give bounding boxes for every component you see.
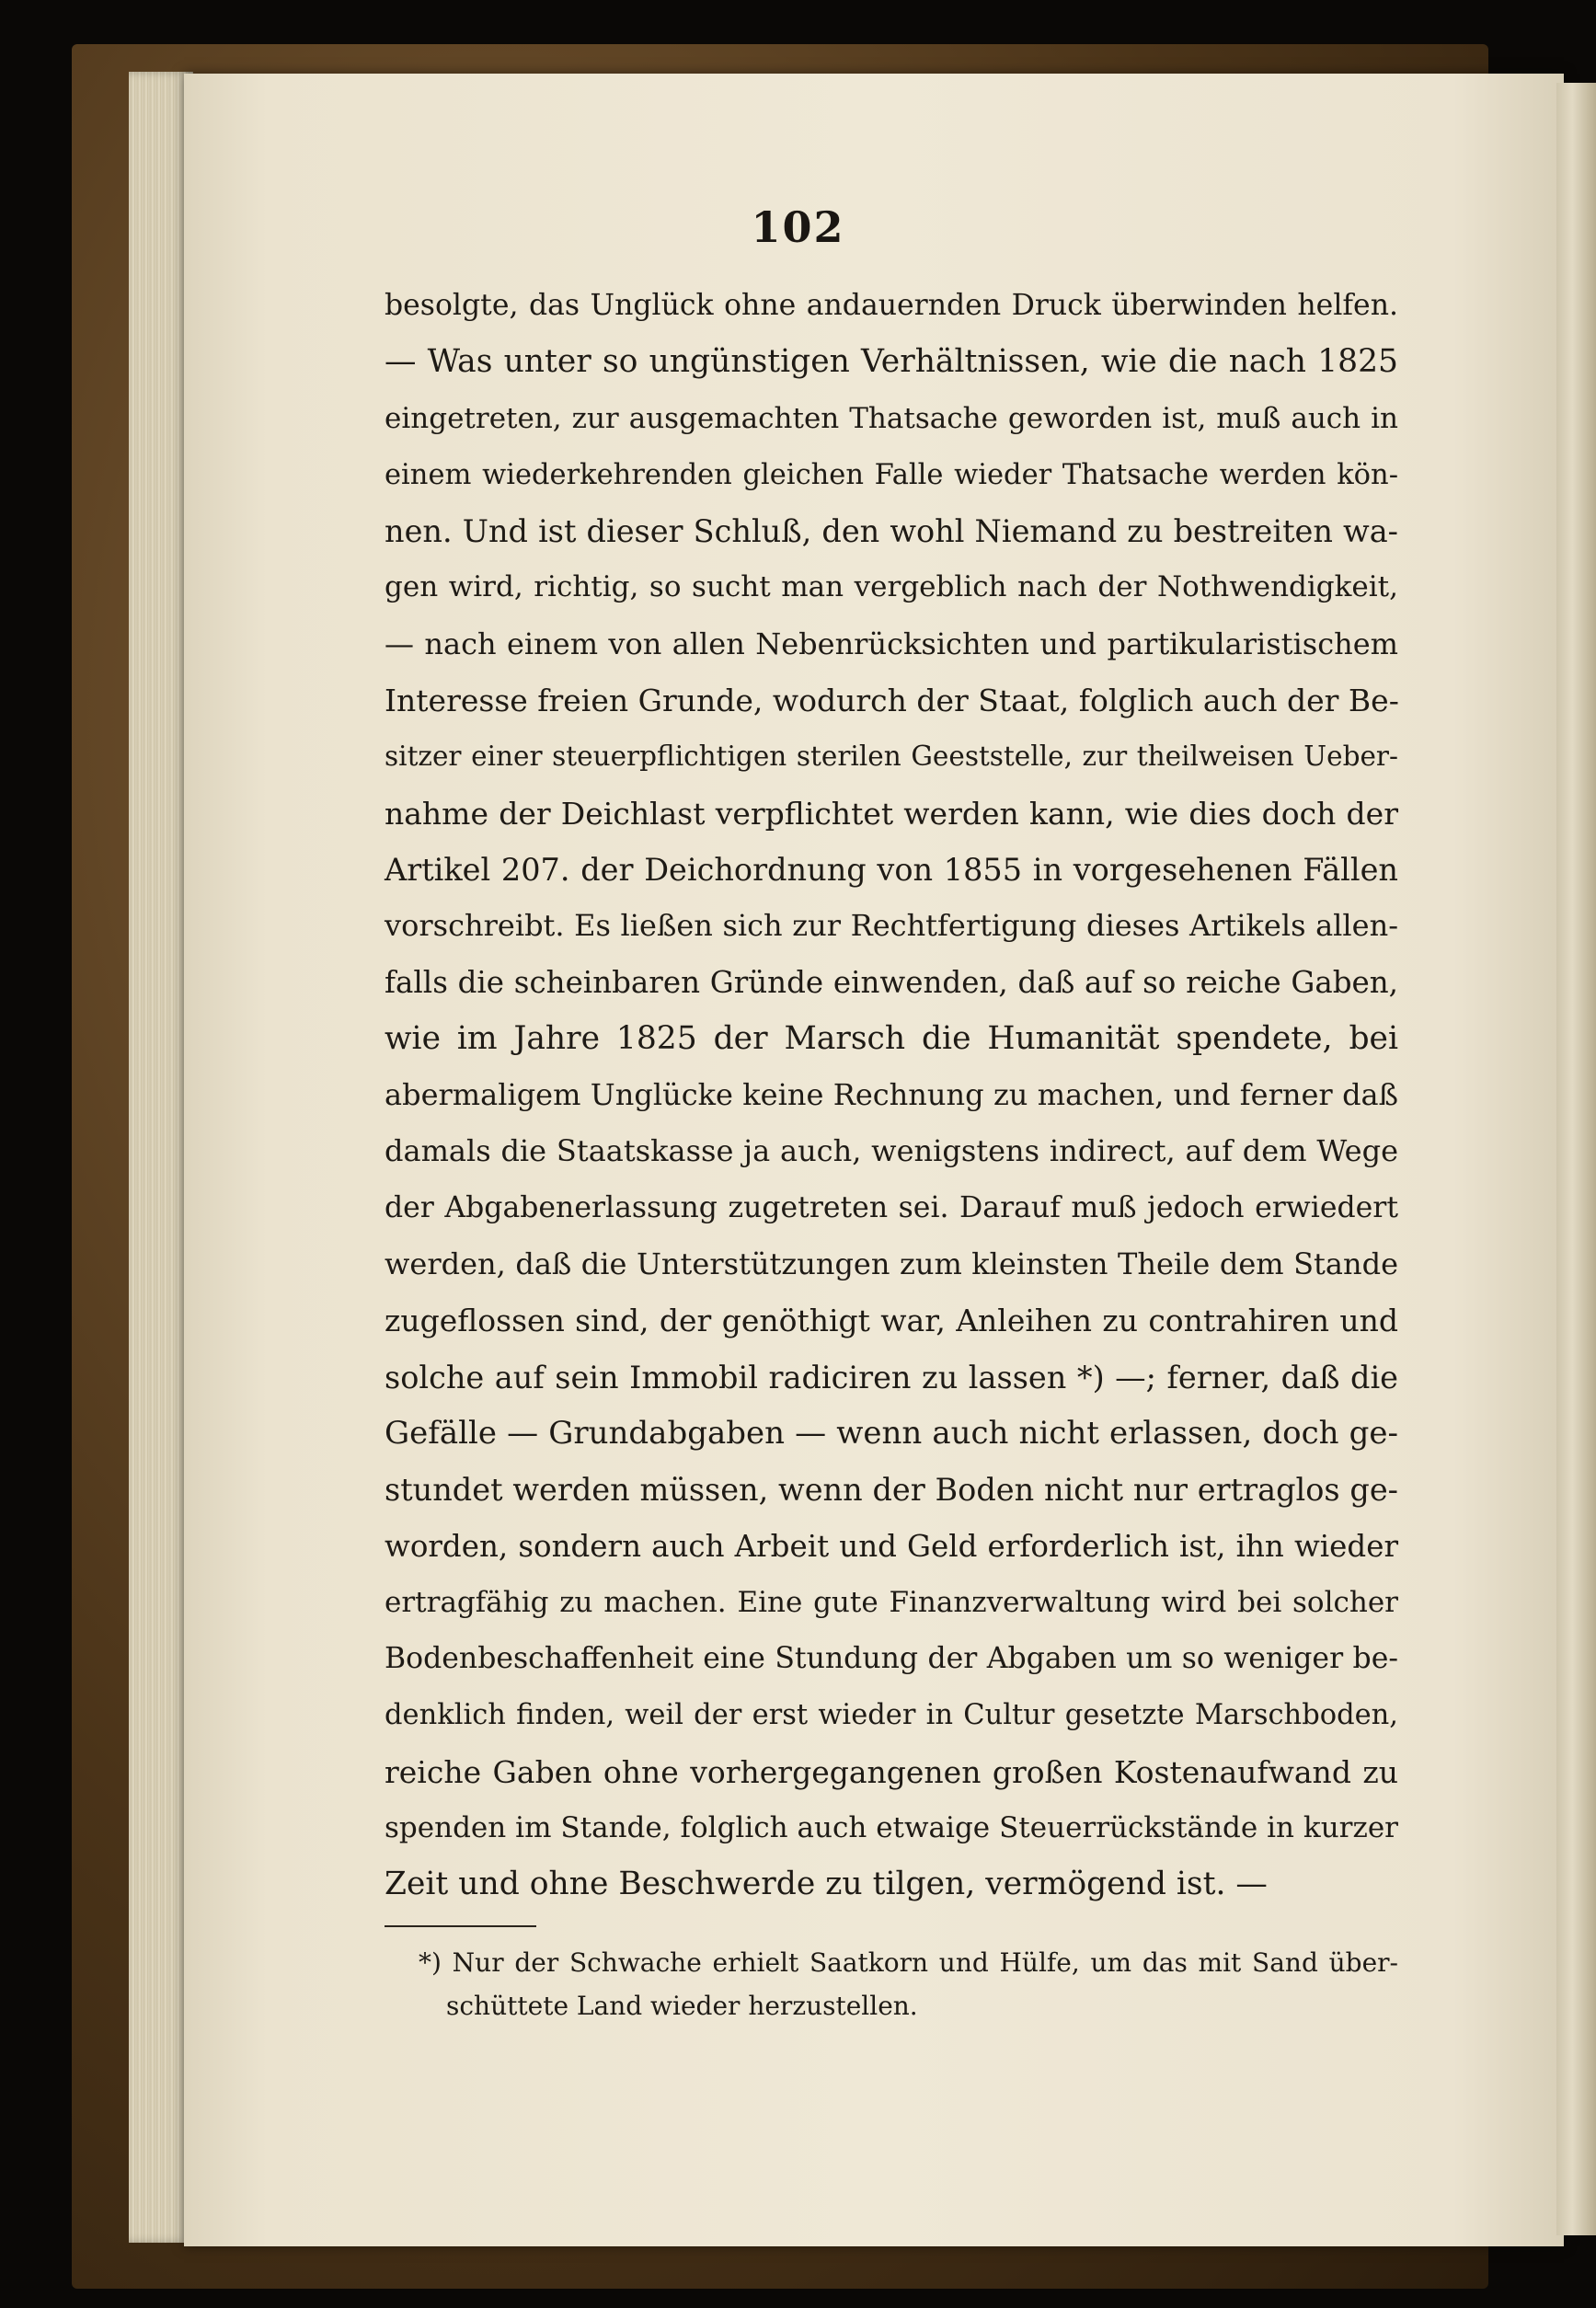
next-page-edge (1556, 83, 1596, 2235)
text-line: abermaligem Unglücke keine Rechnung zu machen, und ferner daß (385, 1077, 1398, 1113)
text-line: — Was unter so ungünstigen Verhältnissen, wie die nach 1825 (385, 343, 1398, 381)
footnote (419, 1941, 1398, 2027)
text-line: eingetreten, zur ausgemachten Thatsache geworden ist, muß auch in (385, 401, 1398, 435)
text-line: worden, sondern auch Arbeit und Geld erforderlich ist, ihn wieder (385, 1528, 1398, 1564)
text-line: Interesse freien Grunde, wodurch der Staat, folglich auch der Be- (385, 683, 1399, 719)
text-line: sitzer einer steuerpflichtigen sterilen Geeststelle, zur theilweisen Ueber- (385, 741, 1398, 773)
text-line: Gefälle — Grundabgaben — wenn auch nicht erlassen, doch ge- (385, 1414, 1398, 1452)
footnote-line: *) Nur der Schwache erhielt Saatkorn und Hülfe, um das mit Sand über- (419, 1947, 1398, 1978)
text-line: einem wiederkehrenden gleichen Falle wieder Thatsache werden kön- (385, 458, 1398, 491)
body-text (385, 278, 1398, 1913)
text-line: gen wird, richtig, so sucht man vergeblich nach der Nothwendigkeit, (385, 570, 1398, 604)
text-line: besolgte, das Unglück ohne andauernden Druck überwinden helfen. (385, 289, 1398, 322)
page-number: 102 (751, 202, 845, 252)
text-line: Zeit und ohne Beschwerde zu tilgen, vermögend ist. — (385, 1866, 1268, 1903)
text-line: wie im Jahre 1825 der Marsch die Humanität spendete, bei (385, 1019, 1398, 1057)
text-line: — nach einem von allen Nebenrücksichten und partikularistischem (385, 626, 1398, 661)
text-line: vorschreibt. Es ließen sich zur Rechtfertigung dieses Artikels allen- (385, 908, 1398, 944)
text-line: falls die scheinbaren Gründe einwenden, daß auf so reiche Gaben, (385, 964, 1398, 1000)
text-line: Bodenbeschaffenheit eine Stundung der Abgaben um so weniger be- (385, 1642, 1398, 1676)
text-line: damals die Staatskasse ja auch, wenigstens indirect, auf dem Wege (385, 1133, 1398, 1169)
footnote-line: schüttete Land wieder herzustellen. (446, 1991, 918, 2021)
text-line: solche auf sein Immobil radiciren zu lassen *) —; ferner, daß die (385, 1359, 1398, 1395)
text-line: ertragfähig zu machen. Eine gute Finanzverwaltung wird bei solcher (385, 1585, 1398, 1619)
text-line: werden, daß die Unterstützungen zum kleinsten Theile dem Stande (385, 1246, 1398, 1282)
text-line: der Abgabenerlassung zugetreten sei. Darauf muß jedoch erwiedert (385, 1190, 1398, 1224)
text-line: Artikel 207. der Deichordnung von 1855 in vorgesehenen Fällen (385, 851, 1398, 888)
text-line: nahme der Deichlast verpflichtet werden kann, wie dies doch der (385, 795, 1398, 832)
text-line: denklich finden, weil der erst wieder in Cultur gesetzte Marschboden, (385, 1699, 1398, 1732)
text-line: nen. Und ist dieser Schluß, den wohl Niemand zu bestreiten wa- (385, 513, 1398, 550)
footnote-rule (385, 1925, 536, 1927)
text-line: stundet werden müssen, wenn der Boden nicht nur ertraglos ge- (385, 1472, 1398, 1509)
text-line: zugeflossen sind, der genöthigt war, Anleihen zu contrahiren und (385, 1303, 1398, 1339)
text-line: spenden im Stande, folglich auch etwaige Steuerrückstände in kurzer (385, 1811, 1398, 1845)
text-line: reiche Gaben ohne vorhergegangenen großen Kostenaufwand zu (385, 1753, 1398, 1790)
